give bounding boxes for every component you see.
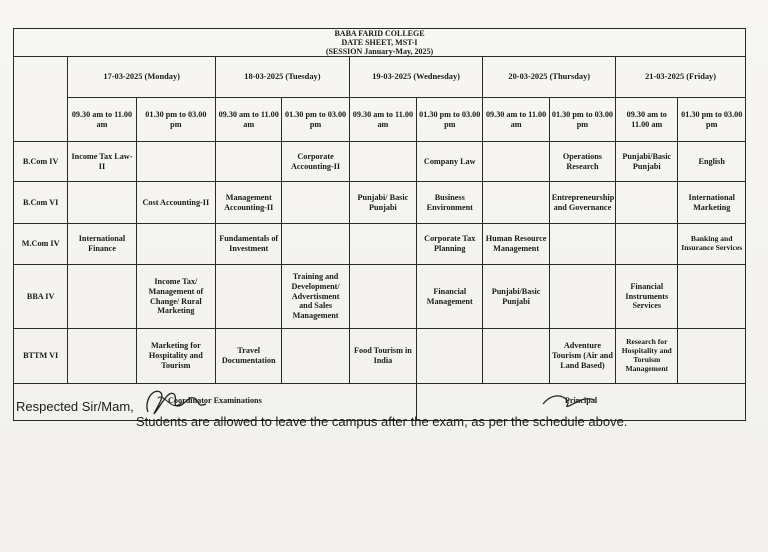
exam-cell [483,182,549,224]
date-sheet-table [13,28,746,421]
exam-cell: Income Tax/ Management of Change/ Rural Marketing [136,265,215,329]
coordinator-label: Coordinator Examinations [168,395,262,405]
time-slot: 09.30 am to 11.00 am [216,98,282,142]
exam-cell: Travel Documentation [216,329,282,384]
course-row-mcom-iv [14,224,746,265]
exam-cell [136,142,215,182]
exam-cell: Management Accounting-II [216,182,282,224]
exam-cell: Corporate Tax Planning [417,224,483,265]
sheet-title: DATE SHEET, MST-I [341,38,418,47]
exam-cell [678,265,746,329]
exam-cell [282,329,349,384]
header-block [14,29,746,57]
exam-cell: Punjabi/Basic Punjabi [616,142,678,182]
exam-cell: Cost Accounting-II [136,182,215,224]
exam-cell [68,265,136,329]
exam-cell [616,224,678,265]
course-label: B.Com VI [14,182,68,224]
exam-cell [483,142,549,182]
exam-cell [136,224,215,265]
course-row-bba-iv [14,265,746,329]
exam-cell: Training and Development/ Advertisment and Sales Management [282,265,349,329]
exam-cell: Human Resource Management [483,224,549,265]
day-header: 17-03-2025 (Monday) [68,57,216,98]
exam-cell: Entrepreneurship and Governance [549,182,615,224]
exam-cell: Company Law [417,142,483,182]
exam-cell: International Marketing [678,182,746,224]
exam-cell [349,142,416,182]
exam-cell [349,224,416,265]
time-slot: 01.30 pm to 03.00 pm [417,98,483,142]
exam-cell [216,142,282,182]
exam-cell: Fundamentals of Investment [216,224,282,265]
exam-cell [282,224,349,265]
day-header: 19-03-2025 (Wednesday) [349,57,483,98]
exam-cell: Financial Management [417,265,483,329]
header-row [14,29,746,57]
exam-cell [616,182,678,224]
course-label: BBA IV [14,265,68,329]
exam-cell [417,329,483,384]
day-header: 20-03-2025 (Thursday) [483,57,616,98]
corner-cell [14,57,68,142]
exam-cell [216,265,282,329]
exam-cell: Adventure Tourism (Air and Land Based) [549,329,615,384]
course-row-bttm-vi [14,329,746,384]
principal-label: Principal [564,395,598,405]
exam-cell [68,182,136,224]
course-label: M.Com IV [14,224,68,265]
exam-cell: Corporate Accounting-II [282,142,349,182]
exam-cell: Income Tax Law-II [68,142,136,182]
course-row-bcom-vi [14,182,746,224]
college-name: BABA FARID COLLEGE [334,29,425,38]
notice-text: Students are allowed to leave the campus after the exam, as per the schedule above. [136,414,628,429]
exam-cell [549,224,615,265]
exam-cell: Marketing for Hospitality and Tourism [136,329,215,384]
exam-cell [349,265,416,329]
time-slot: 09.30 am to 11.00 am [349,98,416,142]
exam-cell [483,329,549,384]
exam-cell: Operations Research [549,142,615,182]
course-row-bcom-iv [14,142,746,182]
day-header: 18-03-2025 (Tuesday) [216,57,350,98]
time-slot: 01.30 pm to 03.00 pm [136,98,215,142]
time-slot: 09.30 am to 11.00 am [483,98,549,142]
coordinator-signature-mark [142,384,212,418]
exam-cell: Banking and Insurance Services [678,224,746,265]
exam-cell: Business Environment [417,182,483,224]
time-slot: 01.30 pm to 03.00 pm [282,98,349,142]
exam-cell [68,329,136,384]
exam-cell: Research for Hospitality and Toruism Management [616,329,678,384]
exam-cell [549,265,615,329]
day-header-row [14,57,746,98]
exam-cell [678,329,746,384]
session-label: (SESSION January-May, 2025) [325,47,434,56]
time-slot: 09.30 am to 11.00 am [616,98,678,142]
greeting-text: Respected Sir/Mam, [16,399,134,414]
exam-cell: International Finance [68,224,136,265]
time-slot: 01.30 pm to 03.00 pm [678,98,746,142]
time-slot: 01.30 pm to 03.00 pm [549,98,615,142]
exam-cell: Financial Instruments Services [616,265,678,329]
day-header: 21-03-2025 (Friday) [616,57,746,98]
exam-cell: English [678,142,746,182]
course-label: B.Com IV [14,142,68,182]
time-slot-row [14,98,746,142]
principal-signature-mark [539,390,599,412]
exam-cell: Food Tourism in India [349,329,416,384]
exam-cell: Punjabi/ Basic Punjabi [349,182,416,224]
exam-cell [282,182,349,224]
exam-cell: Punjabi/Basic Punjabi [483,265,549,329]
time-slot: 09.30 am to 11.00 am [68,98,136,142]
course-label: BTTM VI [14,329,68,384]
